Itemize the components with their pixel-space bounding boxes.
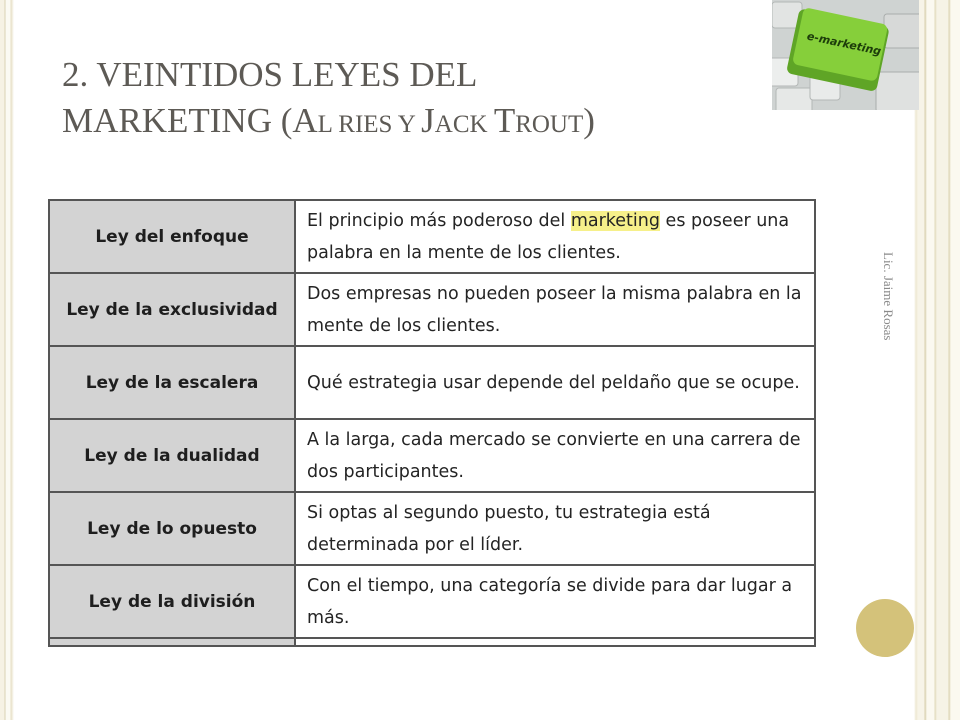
- table-row: [49, 565, 815, 638]
- author-vertical-label: Lic. Jaime Rosas: [881, 252, 896, 341]
- left-border-decoration: [0, 0, 14, 720]
- title-close-paren: ): [583, 101, 595, 140]
- law-name: Ley de la dualidad: [49, 419, 295, 492]
- title-author-a-rest: L RIES Y: [317, 111, 422, 138]
- table-row-cut-off: [49, 638, 815, 646]
- title-author-t-rest: ROUT: [515, 111, 584, 138]
- law-name: Ley del enfoque: [49, 200, 295, 273]
- right-border-decoration: [914, 0, 960, 720]
- marketing-laws-table: [48, 199, 816, 647]
- law-description: [295, 200, 815, 273]
- law-description-text-end: es poseer una palabra en la mente de los clientes.: [307, 210, 790, 263]
- key-label: e-marketing: [805, 29, 883, 58]
- law-description-cut-off: [295, 638, 815, 646]
- e-marketing-keyboard-photo: [772, 0, 919, 110]
- law-name: Ley de la división: [49, 565, 295, 638]
- title-author-t-cap: T: [493, 101, 516, 140]
- keyboard-illustration: [772, 0, 919, 110]
- law-description: Con el tiempo, una categoría se divide para dar lugar a más.: [295, 565, 815, 638]
- title-line-2: MARKETING (: [62, 101, 293, 140]
- table-row: [49, 419, 815, 492]
- table-row: [49, 273, 815, 346]
- law-description: Si optas al segundo puesto, tu estrategia está determinada por el líder.: [295, 492, 815, 565]
- law-name-cut-off: [49, 638, 295, 646]
- highlighted-word: marketing: [570, 210, 660, 231]
- law-description: A la larga, cada mercado se convierte en una carrera de dos participantes.: [295, 419, 815, 492]
- slide-title: [62, 52, 782, 148]
- law-description: Qué estrategia usar depende del peldaño que se ocupe.: [295, 346, 815, 419]
- table-row: [49, 200, 815, 273]
- law-description: Dos empresas no pueden poseer la misma palabra en la mente de los clientes.: [295, 273, 815, 346]
- table-row: [49, 346, 815, 419]
- title-author-j-rest: ACK: [434, 111, 494, 138]
- law-name: Ley de lo opuesto: [49, 492, 295, 565]
- table-row: [49, 492, 815, 565]
- title-author-a-cap: A: [292, 101, 318, 140]
- title-line-1: 2. VEINTIDOS LEYES DEL: [62, 55, 478, 94]
- law-name: Ley de la exclusividad: [49, 273, 295, 346]
- title-author-j-cap: J: [421, 101, 435, 140]
- law-description-text: El principio más poderoso del: [307, 210, 571, 231]
- law-name: Ley de la escalera: [49, 346, 295, 419]
- decorative-circle: [856, 599, 914, 657]
